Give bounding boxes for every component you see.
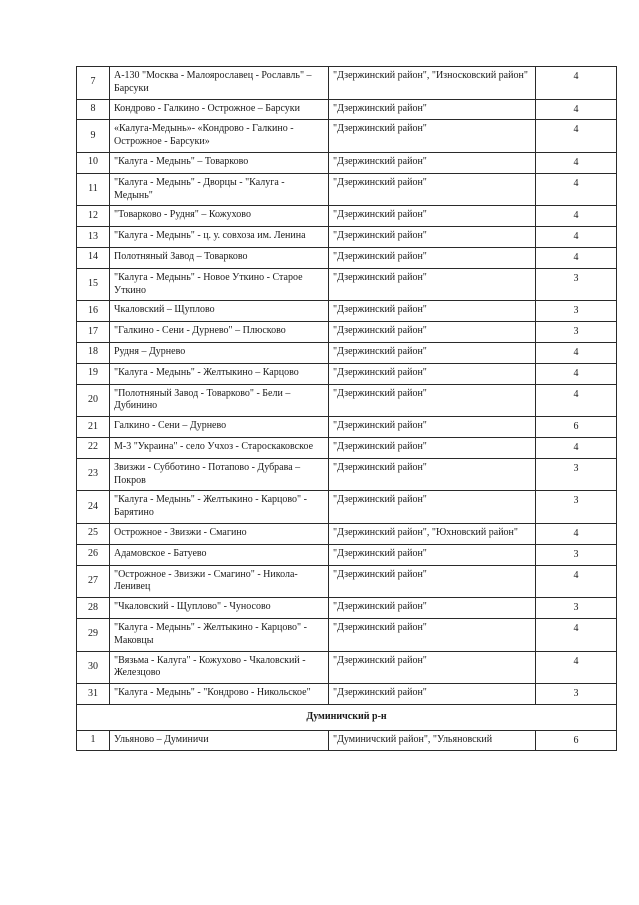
district-name: "Дзержинский район" (329, 152, 536, 173)
district-name: "Дзержинский район" (329, 618, 536, 651)
route-name: "Калуга - Медынь" - ц. у. совхоза им. Ленина (110, 227, 329, 248)
row-number: 18 (77, 342, 110, 363)
table-row (77, 618, 617, 651)
row-number: 31 (77, 684, 110, 705)
route-name: "Калуга - Медынь" - Желтыкино - Карцово" - Барятино (110, 491, 329, 524)
lane-count: 4 (536, 206, 617, 227)
table-row (77, 544, 617, 565)
table-row (77, 206, 617, 227)
row-number: 11 (77, 173, 110, 206)
row-number: 8 (77, 99, 110, 120)
route-name: Рудня – Дурнево (110, 342, 329, 363)
row-number: 10 (77, 152, 110, 173)
row-number: 17 (77, 322, 110, 343)
table-row (77, 565, 617, 598)
table-row (77, 598, 617, 619)
lane-count: 3 (536, 598, 617, 619)
table-row (77, 120, 617, 153)
row-number: 21 (77, 417, 110, 438)
district-name: "Дзержинский район" (329, 598, 536, 619)
route-name: «Калуга-Медынь»- «Кондрово - Галкино - Острожное - Барсуки» (110, 120, 329, 153)
district-name: "Дзержинский район" (329, 363, 536, 384)
lane-count: 4 (536, 173, 617, 206)
row-number: 16 (77, 301, 110, 322)
district-name: "Дзержинский район" (329, 565, 536, 598)
lane-count: 3 (536, 544, 617, 565)
table-row (77, 322, 617, 343)
route-name: Острожное - Звизжи - Смагино (110, 523, 329, 544)
route-name: "Полотняный Завод - Товарково" - Бели – Дубинино (110, 384, 329, 417)
section-header-row (77, 704, 617, 730)
table-row (77, 342, 617, 363)
row-number: 14 (77, 247, 110, 268)
lane-count: 3 (536, 491, 617, 524)
district-name: "Дзержинский район", "Юхновский район" (329, 523, 536, 544)
lane-count: 6 (536, 417, 617, 438)
district-name: "Дзержинский район" (329, 491, 536, 524)
route-name: "Калуга - Медынь" - Новое Уткино - Старое Уткино (110, 268, 329, 301)
table-row (77, 99, 617, 120)
row-number: 25 (77, 523, 110, 544)
route-name: Ульяново – Думиничи (110, 730, 329, 751)
row-number: 9 (77, 120, 110, 153)
district-name: "Дзержинский район" (329, 301, 536, 322)
section-title: Думиничский р-н (77, 704, 617, 730)
route-name: А-130 "Москва - Малоярославец - Рославль" – Барсуки (110, 67, 329, 100)
route-name: "Калуга - Медынь" - Желтыкино - Карцово" - Маковцы (110, 618, 329, 651)
row-number: 1 (77, 730, 110, 751)
district-name: "Дзержинский район" (329, 120, 536, 153)
district-name: "Дзержинский район" (329, 342, 536, 363)
row-number: 7 (77, 67, 110, 100)
table-row (77, 173, 617, 206)
lane-count: 4 (536, 99, 617, 120)
route-name: М-3 "Украина" - село Учхоз - Староскаковское (110, 437, 329, 458)
row-number: 22 (77, 437, 110, 458)
district-name: "Дзержинский район" (329, 227, 536, 248)
row-number: 29 (77, 618, 110, 651)
lane-count: 3 (536, 301, 617, 322)
row-number: 26 (77, 544, 110, 565)
table-row (77, 491, 617, 524)
lane-count: 4 (536, 227, 617, 248)
route-name: Полотняный Завод – Товарково (110, 247, 329, 268)
table-row (77, 437, 617, 458)
table-row (77, 227, 617, 248)
district-name: "Дзержинский район" (329, 384, 536, 417)
lane-count: 4 (536, 120, 617, 153)
route-name: "Калуга - Медынь" - Желтыкино – Карцово (110, 363, 329, 384)
table-row (77, 268, 617, 301)
route-name: "Острожное - Звизжи - Смагино" - Никола-Ленивец (110, 565, 329, 598)
district-name: "Дзержинский район", "Износковский район" (329, 67, 536, 100)
lane-count: 4 (536, 363, 617, 384)
lane-count: 3 (536, 322, 617, 343)
lane-count: 6 (536, 730, 617, 751)
row-number: 30 (77, 651, 110, 684)
route-name: "Чкаловский - Щуплово" - Чуносово (110, 598, 329, 619)
roads-table (76, 66, 617, 751)
route-name: "Товарково - Рудня" – Кожухово (110, 206, 329, 227)
route-name: "Калуга - Медынь" - Дворцы - "Калуга - Медынь" (110, 173, 329, 206)
table-body (77, 67, 617, 705)
row-number: 13 (77, 227, 110, 248)
route-name: "Калуга - Медынь" – Товарково (110, 152, 329, 173)
row-number: 20 (77, 384, 110, 417)
lane-count: 4 (536, 67, 617, 100)
table-row (77, 301, 617, 322)
table-row (77, 67, 617, 100)
lane-count: 3 (536, 684, 617, 705)
section-body (77, 730, 617, 751)
district-name: "Дзержинский район" (329, 684, 536, 705)
district-name: "Дзержинский район" (329, 206, 536, 227)
district-name: "Дзержинский район" (329, 651, 536, 684)
route-name: "Калуга - Медынь" - "Кондрово - Никольское" (110, 684, 329, 705)
district-name: "Дзержинский район" (329, 544, 536, 565)
row-number: 23 (77, 458, 110, 491)
district-name: "Дзержинский район" (329, 417, 536, 438)
table-row (77, 152, 617, 173)
row-number: 27 (77, 565, 110, 598)
table-row (77, 684, 617, 705)
lane-count: 4 (536, 523, 617, 544)
route-name: Чкаловский – Щуплово (110, 301, 329, 322)
lane-count: 4 (536, 437, 617, 458)
table-row (77, 363, 617, 384)
table-row (77, 523, 617, 544)
district-name: "Дзержинский район" (329, 458, 536, 491)
table-row (77, 458, 617, 491)
route-name: Адамовское - Батуево (110, 544, 329, 565)
district-name: "Думиничский район", "Ульяновский (329, 730, 536, 751)
route-name: "Вязьма - Калуга" - Кожухово - Чкаловский - Железцово (110, 651, 329, 684)
district-name: "Дзержинский район" (329, 173, 536, 206)
lane-count: 4 (536, 618, 617, 651)
row-number: 15 (77, 268, 110, 301)
row-number: 28 (77, 598, 110, 619)
row-number: 24 (77, 491, 110, 524)
district-name: "Дзержинский район" (329, 99, 536, 120)
route-name: Звизжи - Субботино - Потапово - Дубрава – Покров (110, 458, 329, 491)
district-name: "Дзержинский район" (329, 268, 536, 301)
lane-count: 4 (536, 565, 617, 598)
lane-count: 3 (536, 268, 617, 301)
lane-count: 4 (536, 384, 617, 417)
district-name: "Дзержинский район" (329, 322, 536, 343)
table-row (77, 651, 617, 684)
route-name: Кондрово - Галкино - Острожное – Барсуки (110, 99, 329, 120)
district-name: "Дзержинский район" (329, 437, 536, 458)
lane-count: 4 (536, 247, 617, 268)
table-row (77, 247, 617, 268)
lane-count: 4 (536, 651, 617, 684)
route-name: "Галкино - Сени - Дурнево" – Плюсково (110, 322, 329, 343)
table-row (77, 730, 617, 751)
lane-count: 4 (536, 152, 617, 173)
row-number: 12 (77, 206, 110, 227)
section-header-body (77, 704, 617, 730)
district-name: "Дзержинский район" (329, 247, 536, 268)
route-name: Галкино - Сени – Дурнево (110, 417, 329, 438)
table-row (77, 384, 617, 417)
lane-count: 4 (536, 342, 617, 363)
table-row (77, 417, 617, 438)
row-number: 19 (77, 363, 110, 384)
lane-count: 3 (536, 458, 617, 491)
